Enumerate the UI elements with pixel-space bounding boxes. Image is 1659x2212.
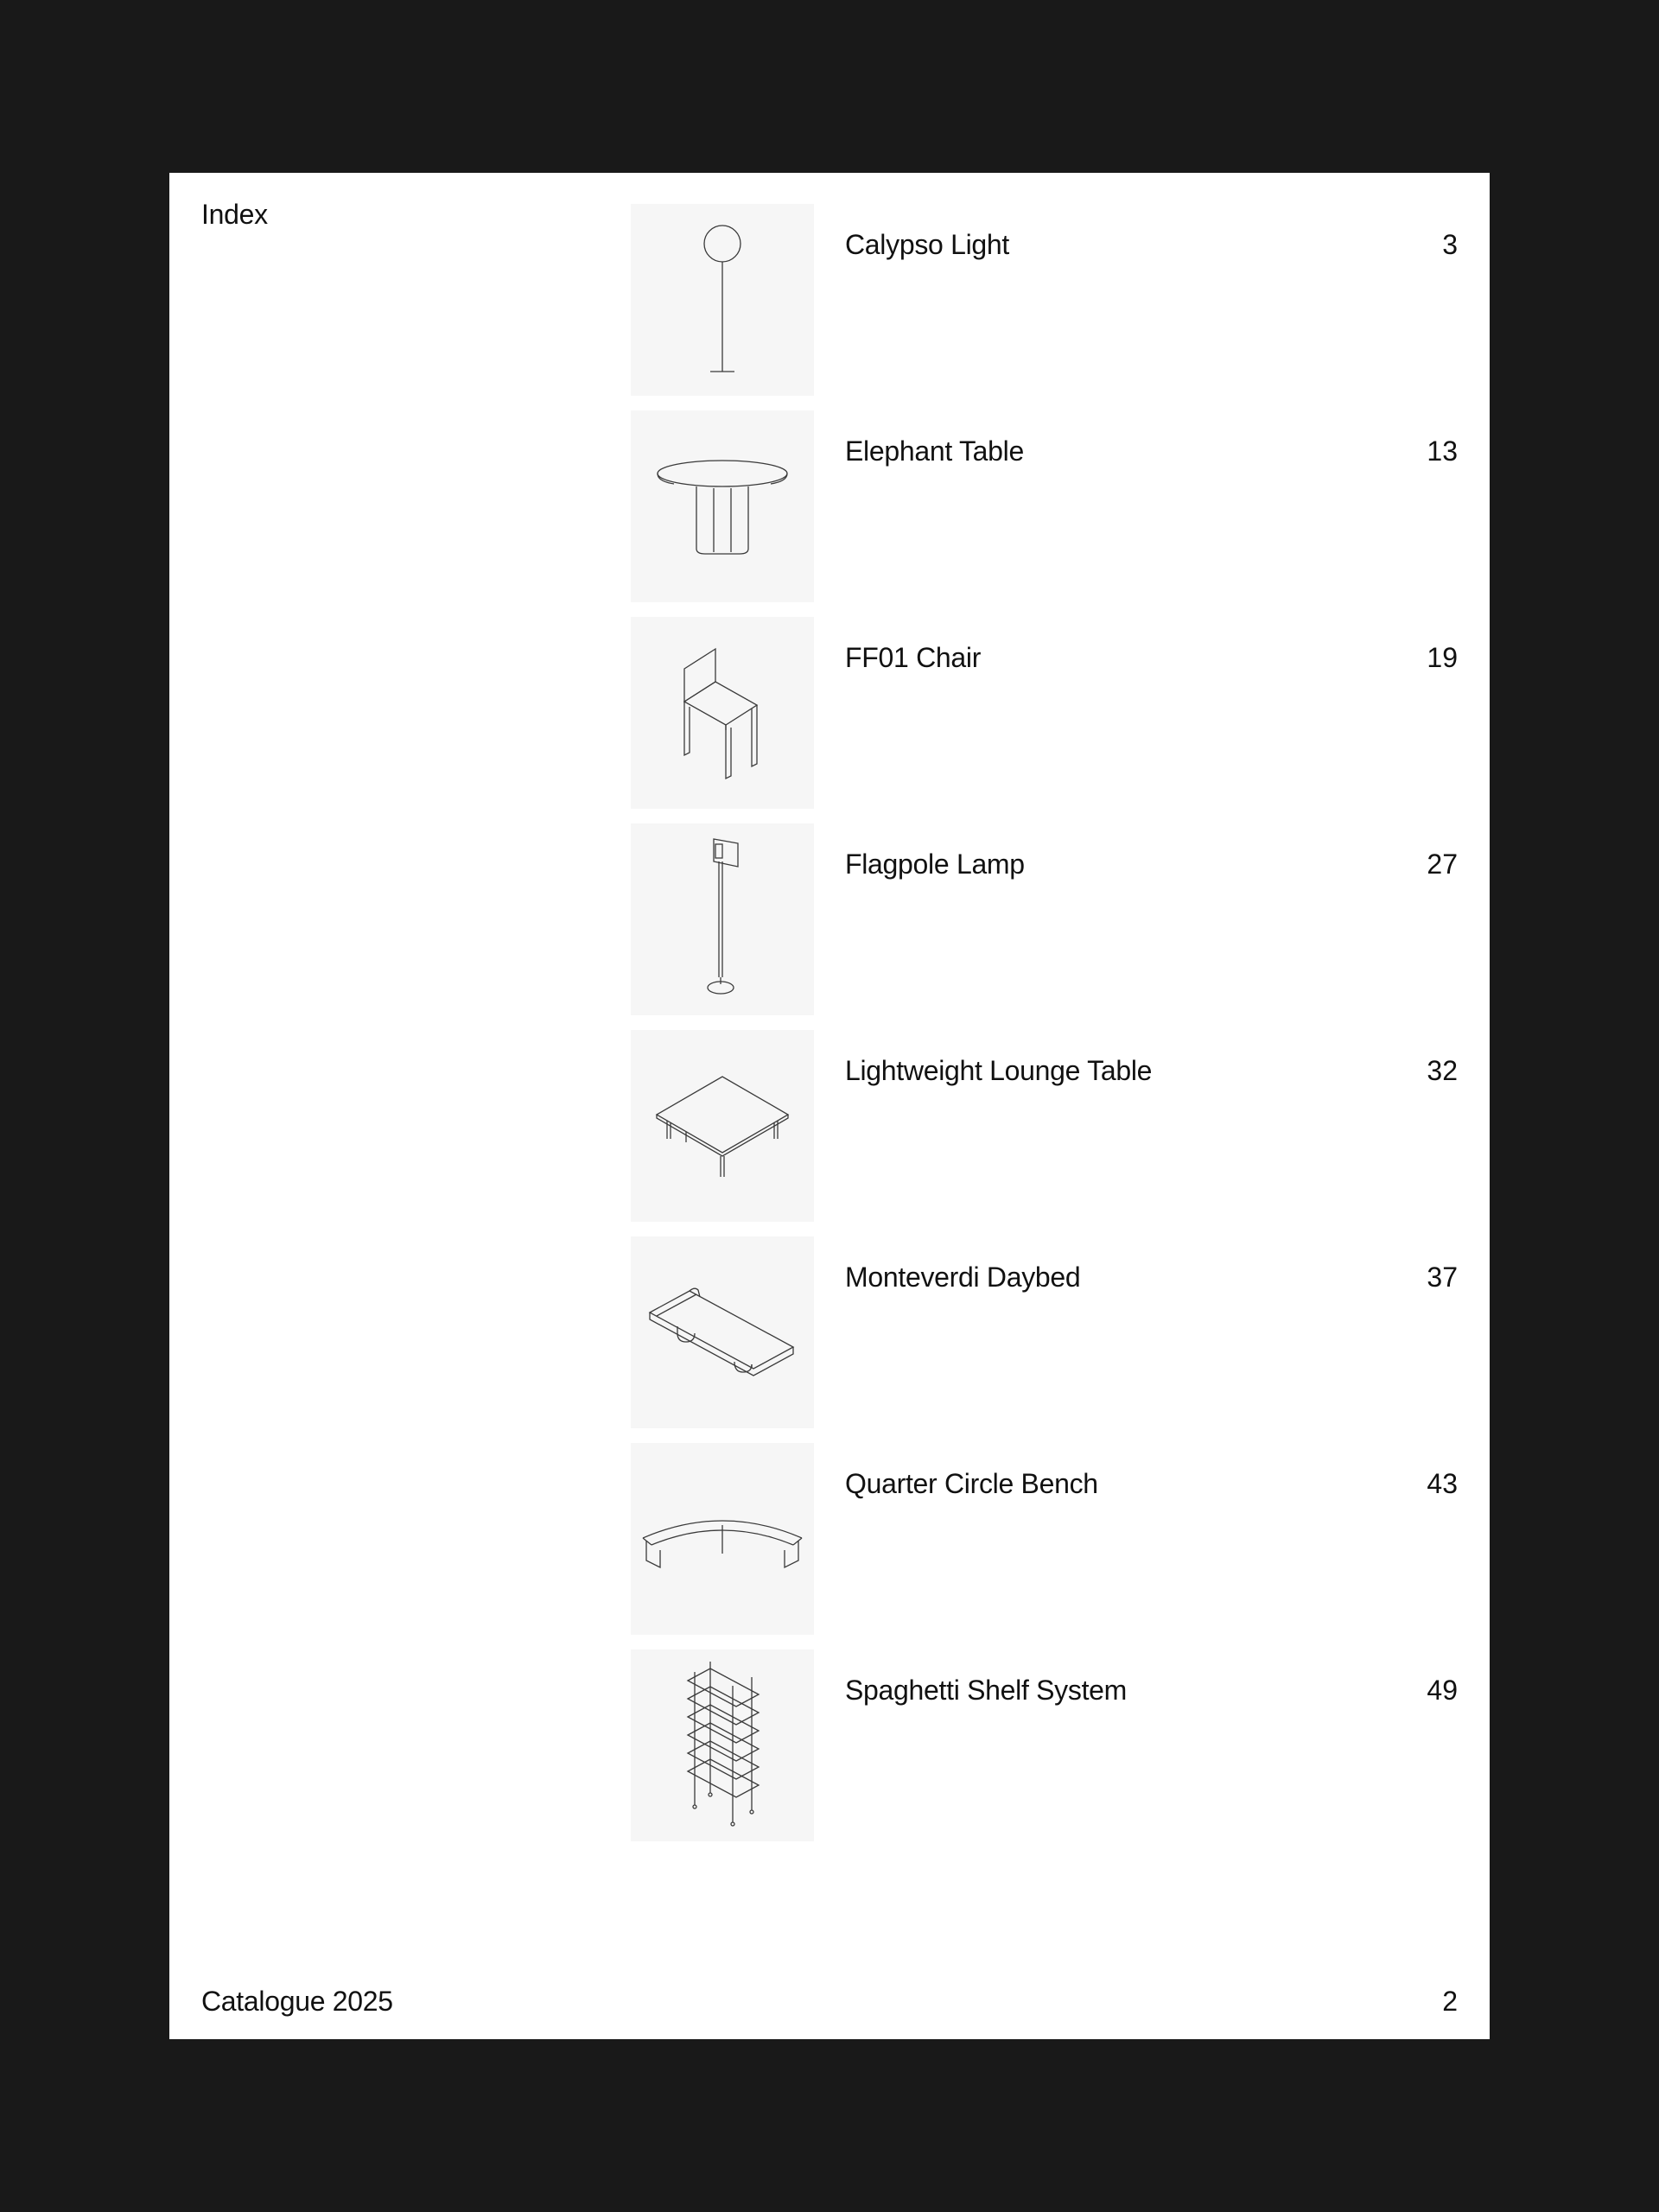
entry-title: FF01 Chair	[845, 642, 982, 673]
entry-page-number: 32	[1427, 1055, 1458, 1086]
catalogue-title: Catalogue 2025	[201, 1986, 393, 2017]
index-entry[interactable]	[631, 1236, 1458, 1428]
square-lounge-table-icon	[631, 1030, 814, 1222]
entry-page-number: 19	[1427, 642, 1458, 673]
index-entry[interactable]	[631, 1649, 1458, 1841]
entry-page-number: 37	[1427, 1262, 1458, 1293]
entry-title: Flagpole Lamp	[845, 849, 1025, 880]
daybed-icon	[631, 1236, 814, 1428]
chair-icon	[631, 617, 814, 809]
page-number: 2	[1442, 1986, 1458, 2017]
entry-title: Monteverdi Daybed	[845, 1262, 1081, 1293]
entry-page-number: 3	[1442, 229, 1458, 260]
entry-page-number: 13	[1427, 435, 1458, 467]
entry-title: Elephant Table	[845, 435, 1024, 467]
index-entry[interactable]	[631, 617, 1458, 809]
index-entry[interactable]	[631, 1030, 1458, 1222]
catalogue-page	[169, 173, 1490, 2039]
entry-page-number: 43	[1427, 1468, 1458, 1499]
index-entry[interactable]	[631, 410, 1458, 602]
index-entry[interactable]	[631, 823, 1458, 1015]
index-entry[interactable]	[631, 204, 1458, 396]
index-entry[interactable]	[631, 1443, 1458, 1635]
entry-title: Calypso Light	[845, 229, 1009, 260]
floor-lamp-sphere-icon	[631, 204, 814, 396]
entry-title: Lightweight Lounge Table	[845, 1055, 1153, 1086]
flag-floor-lamp-icon	[631, 823, 814, 1015]
entry-title: Quarter Circle Bench	[845, 1468, 1098, 1499]
shelf-system-icon	[631, 1649, 814, 1841]
entry-page-number: 49	[1427, 1675, 1458, 1706]
index-heading: Index	[201, 199, 268, 230]
round-table-icon	[631, 410, 814, 602]
entry-page-number: 27	[1427, 849, 1458, 880]
entry-title: Spaghetti Shelf System	[845, 1675, 1128, 1706]
curved-bench-icon	[631, 1443, 814, 1635]
